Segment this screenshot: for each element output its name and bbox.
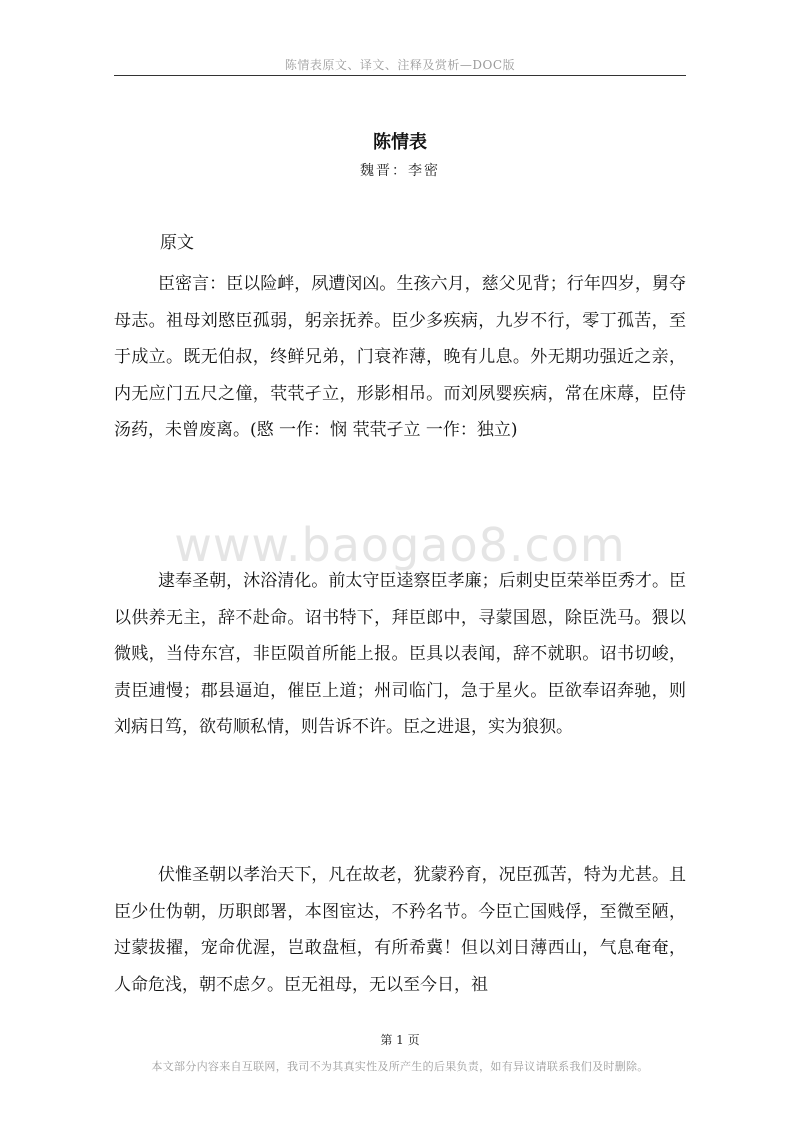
body-paragraph-3: 伏惟圣朝以孝治天下，凡在故老，犹蒙矜育，况臣孤苦，特为尤甚。且臣少仕伪朝，历职郎署，本图宦达，不矜名节。今臣亡国贱俘，至微至陋，过蒙拔擢，宠命优渥，岂敢盘桓，有所希冀！但以刘日薄西山，气息奄奄，人命危浅，朝不虑夕。臣无祖母，无以至今日，祖 bbox=[114, 865, 686, 995]
footer-disclaimer: 本文部分内容来自互联网，我司不为其真实性及所产生的后果负责，如有异议请联系我们及时删除。 bbox=[151, 1060, 649, 1073]
watermark: www.baogao8.com bbox=[174, 518, 626, 572]
page-header-text: 陈情表原文、译文、注释及赏析—DOC版 bbox=[284, 58, 516, 72]
document-title: 陈情表 bbox=[373, 132, 427, 153]
section-label-original-text: 原文 bbox=[160, 233, 194, 253]
body-paragraph-2: 逮奉圣朝，沐浴清化。前太守臣逵察臣孝廉；后刺史臣荣举臣秀才。臣以供养无主，辞不赴命。诏书特下，拜臣郎中，寻蒙国恩，除臣洗马。猥以微贱，当侍东宫，非臣陨首所能上报。臣具以表闻，辞不就职。诏书切峻，责臣逋慢；郡县逼迫，催臣上道；州司临门，急于星火。臣欲奉诏奔驰，则刘病日笃，欲苟顺私情，则告诉不许。臣之进退，实为狼狈。 bbox=[114, 571, 686, 737]
page-header-rule bbox=[114, 75, 686, 76]
page-number: 第 1 页 bbox=[380, 1033, 420, 1047]
body-paragraph-1: 臣密言：臣以险衅，夙遭闵凶。生孩六月，慈父见背；行年四岁，舅夺母志。祖母刘愍臣孤弱，躬亲抚养。臣少多疾病，九岁不行，零丁孤苦，至于成立。既无伯叔，终鲜兄弟，门衰祚薄，晚有儿息。外无期功强近之亲，内无应门五尺之僮，茕茕孑立，形影相吊。而刘夙婴疾病，常在床蓐，臣侍汤药，未曾废离。(愍 一作：悯 茕茕孑立 一作：独立) bbox=[114, 274, 686, 440]
document-author: 魏晋：李密 bbox=[360, 163, 440, 179]
